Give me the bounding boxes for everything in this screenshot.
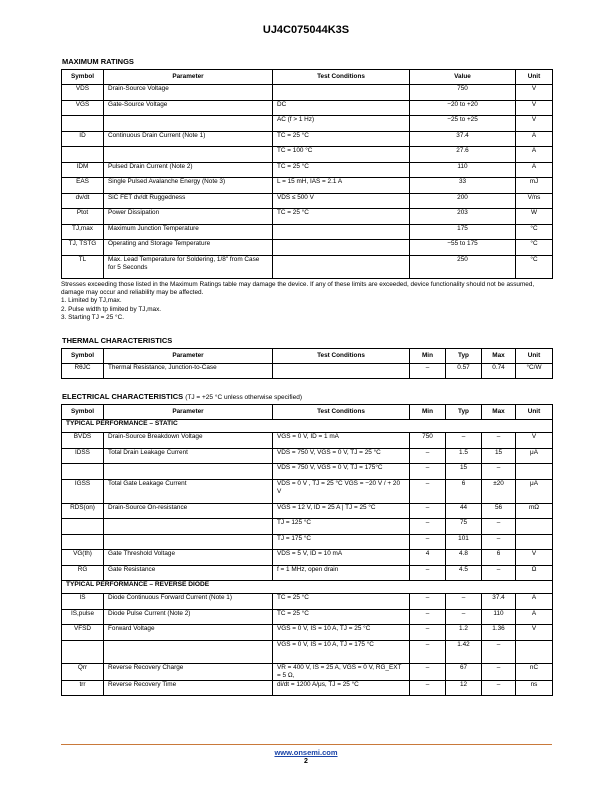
table-row — [62, 550, 553, 566]
table-cell — [273, 224, 410, 240]
table-cell — [516, 464, 553, 480]
electrical-title — [62, 392, 302, 401]
table-cell — [104, 519, 273, 535]
table-cell: VG(th) — [62, 550, 104, 566]
table-cell: VDS ≤ 500 V — [273, 193, 410, 209]
table-row — [62, 448, 553, 464]
table-cell: ID — [62, 131, 104, 147]
table-cell: VGS = 0 V, IS = 10 A, TJ = 25 °C — [273, 625, 410, 641]
table-cell: °C/W — [516, 364, 553, 379]
table-cell: – — [482, 534, 516, 550]
table-cell: – — [410, 640, 446, 663]
table-cell — [104, 534, 273, 550]
table-cell: TC = 25 °C — [273, 209, 410, 225]
table-row — [62, 85, 553, 101]
table-cell: 37.4 — [482, 594, 516, 610]
table-row — [62, 178, 553, 194]
table-cell: Max. Lead Temperature for Soldering, 1/8" from Case for 5 Seconds — [104, 255, 273, 278]
table-cell: VDS = 0 V , TJ = 25 °C VGS = −20 V / + 20 V — [273, 479, 410, 503]
table-cell: VGS = 0 V, IS = 10 A, TJ = 175 °C — [273, 640, 410, 663]
column-header: Max — [482, 349, 516, 364]
table-cell: Drain-Source Breakdown Voltage — [104, 433, 273, 449]
table-row — [62, 255, 553, 278]
table-cell: BVDS — [62, 433, 104, 449]
table-cell: VDS = 750 V, VGS = 0 V, TJ = 25 °C — [273, 448, 410, 464]
electrical-header-row — [62, 405, 553, 420]
table-cell: L = 15 mH, IAS = 2.1 A — [273, 178, 410, 194]
table-cell: DC — [273, 100, 410, 116]
table-cell: VR = 400 V, IS = 25 A, VGS = 0 V, RG_EXT = 5 Ω, — [273, 663, 410, 680]
table-cell: ns — [516, 680, 553, 696]
table-cell: – — [410, 364, 446, 379]
table-row — [62, 503, 553, 519]
table-cell: Qrr — [62, 663, 104, 680]
table-cell: 200 — [410, 193, 516, 209]
table-row — [62, 100, 553, 116]
table-cell: V — [516, 550, 553, 566]
table-cell — [62, 519, 104, 535]
table-cell — [273, 85, 410, 101]
table-cell: 37.4 — [410, 131, 516, 147]
table-cell: f = 1 MHz, open drain — [273, 565, 410, 581]
table-cell: VDS = 5 V, ID = 10 mA — [273, 550, 410, 566]
table-cell: A — [516, 609, 553, 625]
table-cell: EAS — [62, 178, 104, 194]
table-cell: Diode Continuous Forward Current (Note 1) — [104, 594, 273, 610]
table-cell: 101 — [446, 534, 482, 550]
column-header: Test Conditions — [273, 349, 410, 364]
column-header: Min — [410, 349, 446, 364]
table-row — [62, 224, 553, 240]
table-cell: Gate Threshold Voltage — [104, 550, 273, 566]
table-cell: – — [482, 640, 516, 663]
table-cell: VFSD — [62, 625, 104, 641]
table-row — [62, 464, 553, 480]
table-cell — [273, 364, 410, 379]
column-header: Symbol — [62, 349, 104, 364]
table-row — [62, 519, 553, 535]
table-cell: Gate-Source Voltage — [104, 100, 273, 116]
table-cell: – — [410, 503, 446, 519]
table-cell: 44 — [446, 503, 482, 519]
table-cell: IS,pulse — [62, 609, 104, 625]
table-cell: – — [482, 464, 516, 480]
table-cell: Maximum Junction Temperature — [104, 224, 273, 240]
column-header: Unit — [516, 349, 553, 364]
table-row — [62, 131, 553, 147]
table-cell: – — [446, 609, 482, 625]
note-line: 2. Pulse width tp limited by TJ,max. — [61, 305, 162, 313]
column-header: Typ — [446, 349, 482, 364]
table-cell: 33 — [410, 178, 516, 194]
column-header: Symbol — [62, 70, 104, 85]
table-cell: 1.5 — [446, 448, 482, 464]
table-cell: 4.5 — [446, 565, 482, 581]
table-cell: VGS = 0 V, ID = 1 mA — [273, 433, 410, 449]
table-row — [62, 209, 553, 225]
table-cell — [62, 464, 104, 480]
note-line: 3. Starting TJ = 25 °C. — [61, 313, 125, 321]
thermal-title: THERMAL CHARACTERISTICS — [62, 336, 173, 345]
table-cell: 110 — [410, 162, 516, 178]
table-cell: VGS = 12 V, ID = 25 A | TJ = 25 °C — [273, 503, 410, 519]
table-cell: – — [410, 663, 446, 680]
column-header: Parameter — [104, 349, 273, 364]
table-cell — [104, 640, 273, 663]
table-cell: – — [410, 609, 446, 625]
table-cell: Pulsed Drain Current (Note 2) — [104, 162, 273, 178]
table-cell: 27.6 — [410, 147, 516, 163]
table-cell — [104, 147, 273, 163]
table-cell: Reverse Recovery Charge — [104, 663, 273, 680]
table-cell: TC = 25 °C — [273, 594, 410, 610]
table-cell: AC (f > 1 Hz) — [273, 116, 410, 132]
table-cell: Operating and Storage Temperature — [104, 240, 273, 256]
table-cell: 15 — [482, 448, 516, 464]
column-header: Typ — [446, 405, 482, 420]
table-cell: TL — [62, 255, 104, 278]
table-cell: V — [516, 625, 553, 641]
table-cell: – — [482, 663, 516, 680]
table-cell — [104, 464, 273, 480]
max-ratings-table — [61, 69, 553, 279]
table-cell: V — [516, 433, 553, 449]
table-cell: Diode Pulse Current (Note 2) — [104, 609, 273, 625]
table-cell: 750 — [410, 85, 516, 101]
table-cell: 4.8 — [446, 550, 482, 566]
column-header: Min — [410, 405, 446, 420]
table-cell: – — [410, 565, 446, 581]
table-cell: 110 — [482, 609, 516, 625]
table-cell: Forward Voltage — [104, 625, 273, 641]
table-cell: Thermal Resistance, Junction-to-Case — [104, 364, 273, 379]
table-row — [62, 433, 553, 449]
table-cell: μA — [516, 479, 553, 503]
electrical-table — [61, 404, 553, 696]
table-row — [62, 364, 553, 379]
thermal-header-row — [62, 349, 553, 364]
table-cell: A — [516, 147, 553, 163]
column-header: Symbol — [62, 405, 104, 420]
table-cell: Total Gate Leakage Current — [104, 479, 273, 503]
column-header: Unit — [516, 405, 553, 420]
table-cell — [516, 640, 553, 663]
table-cell: Single Pulsed Avalanche Energy (Note 3) — [104, 178, 273, 194]
table-cell: TJ = 175 °C — [273, 534, 410, 550]
max-header-row — [62, 70, 553, 85]
table-cell: μA — [516, 448, 553, 464]
table-cell: – — [410, 594, 446, 610]
column-header: Parameter — [104, 70, 273, 85]
table-cell: Ptot — [62, 209, 104, 225]
section-row — [62, 581, 553, 594]
table-cell: 12 — [446, 680, 482, 696]
table-cell: di/dt = 1200 A/μs, TJ = 25 °C — [273, 680, 410, 696]
table-cell: – — [482, 433, 516, 449]
table-cell: TC = 25 °C — [273, 131, 410, 147]
table-cell: VGS — [62, 100, 104, 116]
table-cell: 1.36 — [482, 625, 516, 641]
column-header: Parameter — [104, 405, 273, 420]
table-row — [62, 534, 553, 550]
table-cell: TC = 100 °C — [273, 147, 410, 163]
table-cell: 67 — [446, 663, 482, 680]
table-cell: RG — [62, 565, 104, 581]
table-cell: TJ = 125 °C — [273, 519, 410, 535]
table-cell: V — [516, 100, 553, 116]
table-cell: 6 — [446, 479, 482, 503]
table-cell: Drain-Source On-resistance — [104, 503, 273, 519]
footer-url-link[interactable]: www.onsemi.com — [274, 748, 338, 757]
table-row — [62, 565, 553, 581]
table-cell: °C — [516, 224, 553, 240]
table-cell: nC — [516, 663, 553, 680]
note-line: Stresses exceeding those listed in the Maximum Ratings table may damage the device. If any of these limits are exceeded, device functionality should not be assumed, damage may occur and reliability may be affected. — [61, 281, 535, 297]
page-title: UJ4C075044K3S — [262, 24, 350, 36]
column-header: Max — [482, 405, 516, 420]
column-header: Test Conditions — [273, 70, 410, 85]
table-cell — [62, 534, 104, 550]
table-row — [62, 240, 553, 256]
table-cell: – — [446, 594, 482, 610]
table-cell: – — [482, 519, 516, 535]
max-ratings-title: MAXIMUM RATINGS — [62, 57, 134, 66]
table-cell — [516, 534, 553, 550]
table-cell: −20 to +20 — [410, 100, 516, 116]
table-cell — [62, 147, 104, 163]
table-cell: VDS = 750 V, VGS = 0 V, TJ = 175°C — [273, 464, 410, 480]
table-cell: – — [410, 625, 446, 641]
table-cell: 1.2 — [446, 625, 482, 641]
column-header: Test Conditions — [273, 405, 410, 420]
table-cell: SiC FET dv/dt Ruggedness — [104, 193, 273, 209]
table-cell: TC = 25 °C — [273, 162, 410, 178]
table-row — [62, 193, 553, 209]
table-cell: Total Drain Leakage Current — [104, 448, 273, 464]
table-cell: 56 — [482, 503, 516, 519]
table-cell: IS — [62, 594, 104, 610]
table-cell: – — [410, 534, 446, 550]
table-cell: Ω — [516, 565, 553, 581]
table-cell — [104, 116, 273, 132]
column-header: Value — [410, 70, 516, 85]
page-number: 2 — [304, 758, 308, 765]
table-cell: trr — [62, 680, 104, 696]
table-row — [62, 680, 553, 696]
table-cell: TYPICAL PERFORMANCE – STATIC — [62, 420, 553, 433]
column-header: Unit — [516, 70, 553, 85]
table-cell: 750 — [410, 433, 446, 449]
table-cell — [62, 116, 104, 132]
table-cell — [62, 640, 104, 663]
table-row — [62, 625, 553, 641]
table-cell: 0.74 — [482, 364, 516, 379]
table-cell: −55 to 175 — [410, 240, 516, 256]
table-cell: V/ns — [516, 193, 553, 209]
table-cell: ±20 — [482, 479, 516, 503]
table-cell: °C — [516, 255, 553, 278]
table-cell: – — [446, 433, 482, 449]
table-cell: IGSS — [62, 479, 104, 503]
table-cell: Reverse Recovery Time — [104, 680, 273, 696]
table-cell: °C — [516, 240, 553, 256]
table-cell: – — [410, 680, 446, 696]
table-cell: 0.57 — [446, 364, 482, 379]
table-cell: TC = 25 °C — [273, 609, 410, 625]
table-cell: Gate Resistance — [104, 565, 273, 581]
table-cell: IDSS — [62, 448, 104, 464]
table-cell: – — [410, 519, 446, 535]
footer-divider — [61, 744, 552, 745]
table-cell: – — [482, 565, 516, 581]
table-cell: – — [410, 464, 446, 480]
table-cell — [516, 519, 553, 535]
section-row — [62, 420, 553, 433]
table-row — [62, 663, 553, 680]
table-cell: 4 — [410, 550, 446, 566]
table-cell: VDS — [62, 85, 104, 101]
table-cell: 15 — [446, 464, 482, 480]
table-cell: RDS(on) — [62, 503, 104, 519]
table-cell: IDM — [62, 162, 104, 178]
electrical-subtitle: (TJ = +25 °C unless otherwise specified) — [185, 394, 302, 401]
table-cell: Power Dissipation — [104, 209, 273, 225]
table-cell: TJ, TSTG — [62, 240, 104, 256]
table-cell: mΩ — [516, 503, 553, 519]
table-cell: TYPICAL PERFORMANCE – REVERSE DIODE — [62, 581, 553, 594]
table-cell — [273, 240, 410, 256]
max-ratings-notes — [61, 281, 556, 322]
table-cell: – — [410, 448, 446, 464]
table-cell: Drain-Source Voltage — [104, 85, 273, 101]
table-cell: – — [410, 479, 446, 503]
thermal-table — [61, 348, 553, 379]
table-cell: TJ,max — [62, 224, 104, 240]
table-cell: dv/dt — [62, 193, 104, 209]
table-row — [62, 147, 553, 163]
electrical-title-text: ELECTRICAL CHARACTERISTICS — [62, 392, 184, 401]
table-cell: 6 — [482, 550, 516, 566]
table-cell: RθJC — [62, 364, 104, 379]
table-row — [62, 162, 553, 178]
table-cell: 175 — [410, 224, 516, 240]
table-cell: V — [516, 85, 553, 101]
table-cell: mJ — [516, 178, 553, 194]
table-cell: A — [516, 131, 553, 147]
table-cell: 75 — [446, 519, 482, 535]
table-cell — [273, 255, 410, 278]
table-row — [62, 479, 553, 503]
table-cell: A — [516, 162, 553, 178]
table-cell: 203 — [410, 209, 516, 225]
table-row — [62, 116, 553, 132]
table-cell: V — [516, 116, 553, 132]
table-cell: −25 to +25 — [410, 116, 516, 132]
table-cell: W — [516, 209, 553, 225]
note-line: 1. Limited by TJ,max. — [61, 297, 122, 305]
table-row — [62, 594, 553, 610]
table-cell: Continuous Drain Current (Note 1) — [104, 131, 273, 147]
table-cell: – — [482, 680, 516, 696]
table-cell: A — [516, 594, 553, 610]
table-row — [62, 609, 553, 625]
table-row — [62, 640, 553, 663]
table-cell: 250 — [410, 255, 516, 278]
table-cell: 1.42 — [446, 640, 482, 663]
